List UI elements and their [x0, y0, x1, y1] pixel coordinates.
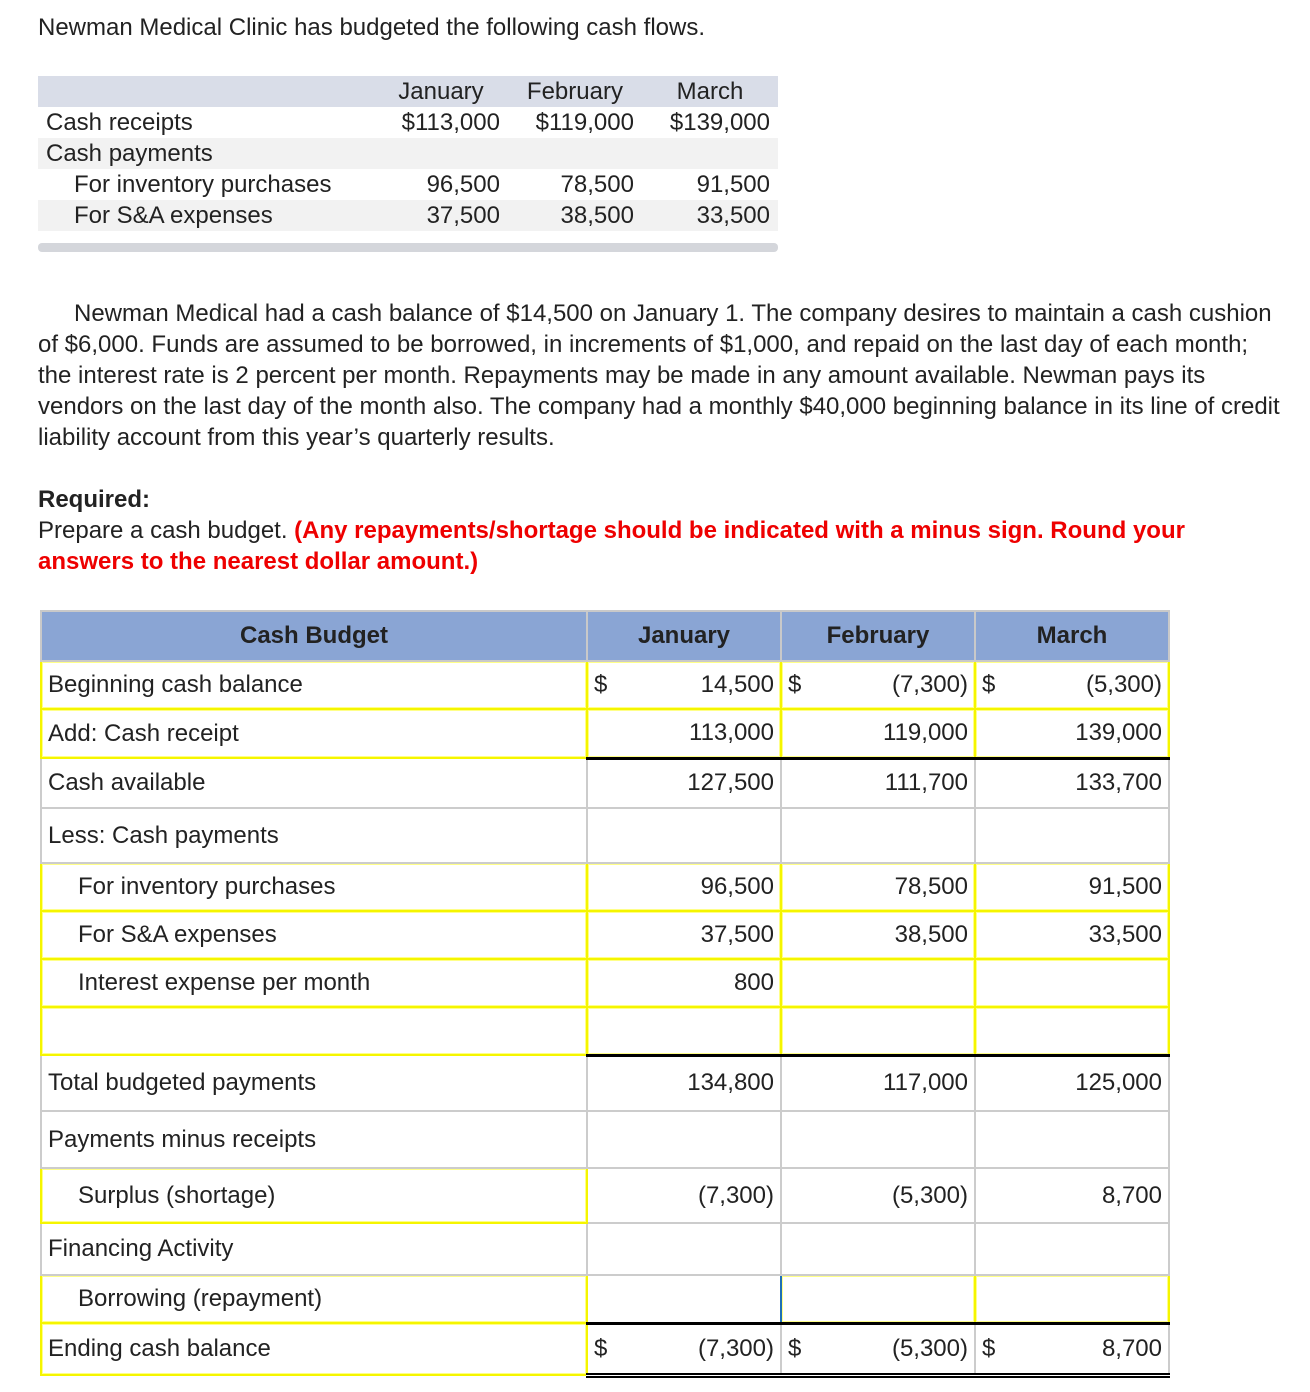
- budget-row: [41, 1168, 1169, 1223]
- budget-value: 139,000: [1075, 719, 1162, 747]
- budget-cell[interactable]: [587, 1007, 781, 1055]
- budget-cell: [781, 1055, 975, 1111]
- dollar-sign: $: [594, 1334, 608, 1362]
- budget-value: 111,700: [884, 769, 968, 797]
- budget-row: [41, 1055, 1169, 1111]
- budget-cell[interactable]: [781, 709, 975, 758]
- budget-row-label: Payments minus receipts: [41, 1111, 587, 1168]
- budget-row-label[interactable]: Interest expense per month: [41, 959, 587, 1007]
- budget-row: [41, 1111, 1169, 1168]
- row-value: $139,000: [669, 109, 770, 136]
- budget-cell: [781, 758, 975, 808]
- budget-cell[interactable]: [587, 1275, 781, 1323]
- budget-value: 38,500: [894, 921, 968, 948]
- row-label: Cash receipts: [46, 109, 193, 136]
- dollar-sign: $: [594, 671, 608, 698]
- budget-cell: [975, 758, 1169, 808]
- given-row: [38, 169, 778, 200]
- budget-cell[interactable]: [587, 911, 781, 959]
- budget-cell[interactable]: [975, 863, 1169, 911]
- required-text: Prepare a cash budget.: [38, 517, 295, 544]
- row-label: For S&A expenses: [38, 200, 374, 231]
- budget-cell: [587, 1055, 781, 1111]
- required-heading: Required:: [38, 486, 151, 513]
- row-value: $113,000: [401, 109, 500, 136]
- budget-cell: [781, 1223, 975, 1275]
- budget-value: 78,500: [894, 873, 968, 900]
- budget-row: [41, 1275, 1169, 1323]
- budget-value: 8,700: [1101, 1334, 1162, 1362]
- budget-value: 134,800: [687, 1069, 774, 1097]
- budget-value: 96,500: [700, 873, 774, 900]
- budget-cell[interactable]: [975, 1007, 1169, 1055]
- given-header-row: [38, 76, 778, 107]
- budget-row: [41, 863, 1169, 911]
- budget-value: (7,300): [891, 671, 968, 698]
- dollar-sign: $: [788, 1334, 802, 1362]
- budget-cell[interactable]: [587, 709, 781, 758]
- budget-cell[interactable]: [781, 911, 975, 959]
- dollar-sign: $: [982, 671, 996, 698]
- budget-cell: [975, 1111, 1169, 1168]
- intro-text: Newman Medical Clinic has budgeted the following cash flows.: [38, 14, 706, 41]
- month-header: February: [781, 611, 975, 661]
- row-value: 33,500: [642, 200, 778, 231]
- horizontal-scrollbar[interactable]: [38, 243, 778, 252]
- budget-value: 800: [733, 969, 774, 996]
- budget-cell: [587, 758, 781, 808]
- budget-row-label: Cash available: [41, 758, 587, 808]
- budget-cell: [975, 1055, 1169, 1111]
- budget-row-label[interactable]: For S&A expenses: [41, 911, 587, 959]
- budget-row: [41, 758, 1169, 808]
- cash-budget-table: [40, 610, 1170, 1378]
- budget-cell: [781, 808, 975, 863]
- budgeted-cash-flows-table: [38, 76, 778, 231]
- budget-value: (5,300): [891, 1334, 968, 1362]
- budget-cell: [975, 808, 1169, 863]
- month-header: February: [508, 76, 642, 107]
- budget-cell[interactable]: [587, 661, 781, 709]
- budget-row: [41, 1007, 1169, 1055]
- row-value: [642, 138, 778, 169]
- budget-cell[interactable]: [975, 959, 1169, 1007]
- row-value: 91,500: [696, 171, 770, 198]
- month-header: January: [374, 76, 508, 107]
- required-section: [38, 484, 1258, 577]
- given-row: [38, 107, 778, 138]
- budget-value: 37,500: [700, 921, 774, 948]
- row-label: Cash payments: [38, 138, 374, 169]
- problem-paragraph: Newman Medical had a cash balance of $14,500 on January 1. The company desires to maintain a cash cushion of $6,000. Funds are assumed to be borrowed, in increments of $1,000, and repaid on the last day of each month; the interest rate is 2 percent per month. Repayments may be made in any amount available. Newman pays its vendors on the last day of the month also. The company had a monthly $40,000 beginning balance in its line of credit liability account from this year’s quarterly results.: [38, 300, 1280, 451]
- budget-cell: [781, 1111, 975, 1168]
- given-row: [38, 138, 778, 169]
- budget-row: [41, 1223, 1169, 1275]
- budget-cell: [587, 1168, 781, 1223]
- required-instruction: (Any repayments/shortage should be indicated with a minus sign. Round your answers to the nearest dollar amount.): [38, 517, 1185, 575]
- budget-value: (5,300): [891, 1181, 968, 1209]
- budget-value: 133,700: [1075, 769, 1162, 797]
- budget-cell[interactable]: [975, 1275, 1169, 1323]
- budget-row: [41, 959, 1169, 1007]
- budget-cell: [781, 1168, 975, 1223]
- row-value: 37,500: [374, 200, 508, 231]
- header-blank: [38, 76, 374, 107]
- budget-value: 125,000: [1075, 1069, 1162, 1097]
- budget-cell[interactable]: [781, 863, 975, 911]
- budget-cell[interactable]: [975, 661, 1169, 709]
- row-label: For inventory purchases: [74, 171, 332, 198]
- budget-row-label[interactable]: Add: Cash receipt: [41, 709, 587, 758]
- budget-row-label[interactable]: Borrowing (repayment): [41, 1275, 587, 1323]
- budget-value: 33,500: [1088, 921, 1162, 948]
- budget-cell: [975, 1168, 1169, 1223]
- budget-row: [41, 808, 1169, 863]
- budget-row-label[interactable]: For inventory purchases: [41, 863, 587, 911]
- cash-budget-header: Cash Budget: [41, 611, 587, 661]
- budget-value: (7,300): [697, 1181, 774, 1209]
- budget-cell: [587, 808, 781, 863]
- budget-cell[interactable]: [781, 1007, 975, 1055]
- budget-row: [41, 911, 1169, 959]
- month-header: March: [642, 76, 778, 107]
- budget-cell[interactable]: [975, 911, 1169, 959]
- budget-cell: [975, 1223, 1169, 1275]
- budget-row: [41, 661, 1169, 709]
- budget-row-label: Financing Activity: [41, 1223, 587, 1275]
- budget-row-label[interactable]: [41, 1007, 587, 1055]
- budget-cell[interactable]: [781, 661, 975, 709]
- dollar-sign: $: [788, 671, 802, 698]
- budget-cell[interactable]: [975, 709, 1169, 758]
- budget-row-label[interactable]: Ending cash balance: [41, 1323, 587, 1375]
- budget-value: 14,500: [700, 671, 774, 698]
- month-header: January: [587, 611, 781, 661]
- budget-row-label[interactable]: Surplus (shortage): [41, 1168, 587, 1223]
- budget-row: [41, 709, 1169, 758]
- budget-cell: [587, 1323, 781, 1375]
- budget-row-label[interactable]: Beginning cash balance: [41, 661, 587, 709]
- row-value: 38,500: [508, 200, 642, 231]
- budget-value: 8,700: [1101, 1181, 1162, 1209]
- budget-cell[interactable]: [781, 1275, 975, 1323]
- budget-row: [41, 1323, 1169, 1375]
- budget-row-label: Total budgeted payments: [41, 1055, 587, 1111]
- budget-value: 113,000: [689, 719, 774, 747]
- budget-cell: [781, 1323, 975, 1375]
- row-value: 78,500: [560, 171, 634, 198]
- row-value: $119,000: [535, 109, 634, 136]
- budget-value: 127,500: [687, 769, 774, 797]
- budget-value: 117,000: [883, 1069, 968, 1097]
- budget-cell[interactable]: [781, 959, 975, 1007]
- given-row: [38, 200, 778, 231]
- row-value: 96,500: [426, 171, 500, 198]
- month-header: March: [975, 611, 1169, 661]
- budget-cell[interactable]: [587, 959, 781, 1007]
- dollar-sign: $: [982, 1334, 996, 1362]
- budget-cell: [587, 1223, 781, 1275]
- budget-row-label: Less: Cash payments: [41, 808, 587, 863]
- budget-cell: [975, 1323, 1169, 1375]
- budget-cell: [587, 1111, 781, 1168]
- budget-value: 91,500: [1088, 873, 1162, 900]
- budget-cell[interactable]: [587, 863, 781, 911]
- budget-value: (5,300): [1085, 671, 1162, 698]
- row-value: [374, 138, 508, 169]
- budget-value: (7,300): [697, 1334, 774, 1362]
- row-value: [508, 138, 642, 169]
- budget-value: 119,000: [883, 719, 968, 747]
